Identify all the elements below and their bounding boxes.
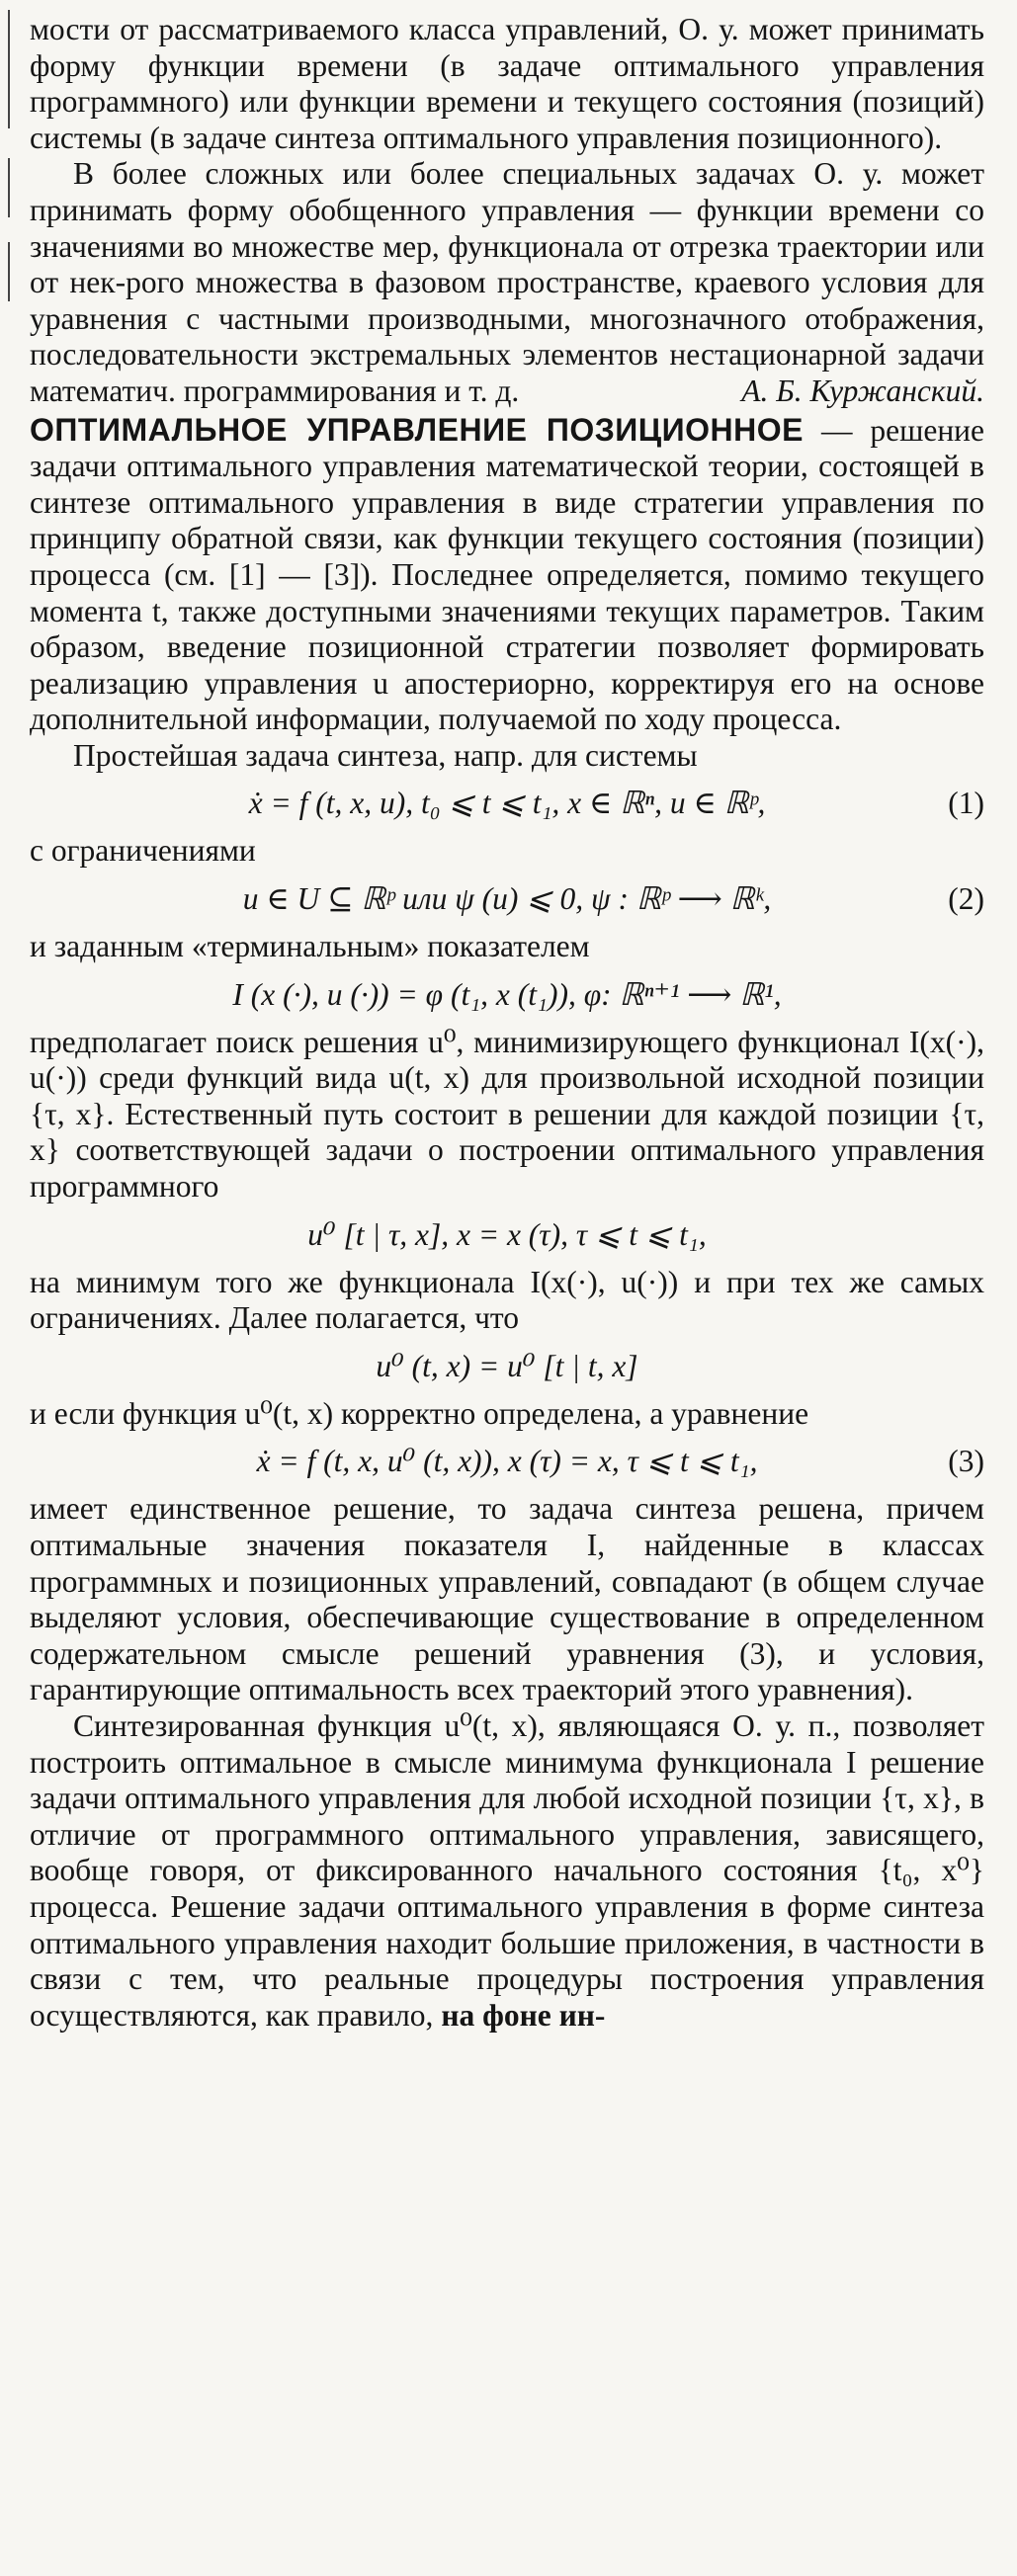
equation-3-number: (3) bbox=[948, 1444, 984, 1479]
paragraph-minimum: на минимум того же функционала I(x(·), u(·)) и при тех же самых ограничениях. Далее полагается, что bbox=[30, 1264, 984, 1336]
article-entry bbox=[30, 412, 984, 738]
paragraph-synthesis-intro: Простейшая задача синтеза, напр. для системы bbox=[73, 737, 698, 773]
paragraph-if-function: и если функция u⁰(t, x) корректно определена, а уравнение bbox=[30, 1395, 809, 1431]
paragraph-text: В более сложных или более специальных задачах О. у. может принимать форму обобщенного управления — функции времени со значениями во множестве мер, функционала от отрезка траектории или от нек-рого множества в фазовом пространстве, краевого условия для уравнения с частными производными, многозначного отображения, последовательности экстремальных элементов нестационарной задачи математич. программирования и т. д. bbox=[30, 156, 984, 408]
author-signature: А. Б. Куржанский. bbox=[741, 373, 984, 408]
paragraph-constraints-label: с ограничениями bbox=[30, 833, 256, 869]
equation-1-body: ẋ = f (t, x, u), t₀ ⩽ t ⩽ t₁, x ∈ ℝⁿ, u ∈ ℝᵖ, bbox=[248, 786, 766, 821]
equation-2-body: u ∈ U ⊆ ℝᵖ или ψ (u) ⩽ 0, ψ : ℝᵖ ⟶ ℝᵏ, bbox=[242, 881, 772, 917]
equation-1 bbox=[30, 774, 984, 833]
margin-rule bbox=[8, 10, 10, 128]
equation-terminal bbox=[30, 965, 984, 1025]
paragraph-continuation: мости от рассматриваемого класса управлений, О. у. может принимать форму функции времени (в задаче оптимального управления программного) или функции времени и текущего состояния (позиций) системы (в задаче синтеза оптимального управления позиционного). bbox=[30, 12, 984, 155]
text-column bbox=[30, 12, 984, 2034]
paragraph-unique-solution: имеет единственное решение, то задача синтеза решена, причем оптимальные значения показателя I, найденные в классах программных и позиционных управлений, совпадают (в общем случае выделяют условия, обеспечивающие существование в определенном содержательном смысле решений уравнения (3), и условия, гарантирующие оптимальность всех траекторий этого уравнения). bbox=[30, 1491, 984, 1707]
equation-definition bbox=[30, 1337, 984, 1396]
paragraph-synthesized bbox=[30, 1708, 984, 2034]
margin-rule bbox=[8, 242, 10, 301]
paragraph-trailing-bold: на фоне ин- bbox=[441, 1997, 606, 2033]
equation-2 bbox=[30, 870, 984, 929]
margin-rule bbox=[8, 158, 10, 217]
equation-3-body: ẋ = f (t, x, u⁰ (t, x)), x (τ) = x, τ ⩽ t ⩽ t₁, bbox=[256, 1444, 758, 1479]
article-definition: — решение задачи оптимального управления математической теории, состоящей в синтезе оптимального управления в виде стратегии управления по принципу обратной связи, как функции текущего состояния (позиции) процесса (см. [1] — [3]). Последнее определяется, помимо текущего момента t, также доступными значениями текущих параметров. Таким образом, введение позиционной стратегии позволяет формировать реализацию управления u апостериорно, корректируя его на основе дополнительной информации, получаемой по ходу процесса. bbox=[30, 412, 985, 737]
equation-terminal-body: I (x (·), u (·)) = φ (t₁, x (t₁)), φ: ℝⁿ⁺¹ ⟶ ℝ¹, bbox=[232, 976, 782, 1012]
paragraph-generalized-control bbox=[30, 156, 984, 409]
paragraph-text: Синтезированная функция u⁰(t, x), являющаяся О. у. п., позволяет построить оптимальное в смысле минимума функционала I решение задачи оптимального управления для любой исходной позиции {τ, x}, в отличие от программного оптимального управления, зависящего, вообще говоря, от фиксированного начального состояния {t₀, x⁰} процесса. Решение задачи оптимального управления в форме синтеза оптимального управления находит большие приложения, в частности в связи с тем, что реальные процедуры построения управления осуществляются, как правило, bbox=[30, 1707, 984, 2033]
article-heading: ОПТИМАЛЬНОЕ УПРАВЛЕНИЕ ПОЗИЦИОННОЕ bbox=[30, 411, 805, 448]
paragraph-search: предполагает поиск решения u⁰, минимизирующего функционал I(x(·), u(·)) среди функций вида u(t, x) для произвольной исходной позиции {τ, x}. Естественный путь состоит в решении для каждой позиции {τ, x} соответствующей задачи о построении оптимального управления программного bbox=[30, 1024, 984, 1205]
equation-3 bbox=[30, 1432, 984, 1491]
equation-program-body: u⁰ [t | τ, x], x = x (τ), τ ⩽ t ⩽ t₁, bbox=[307, 1216, 707, 1252]
paragraph-terminal-label: и заданным «терминальным» показателем bbox=[30, 929, 590, 964]
equation-1-number: (1) bbox=[948, 786, 984, 821]
equation-program bbox=[30, 1205, 984, 1265]
equation-definition-body: u⁰ (t, x) = u⁰ [t | t, x] bbox=[376, 1348, 638, 1383]
equation-2-number: (2) bbox=[948, 881, 984, 917]
